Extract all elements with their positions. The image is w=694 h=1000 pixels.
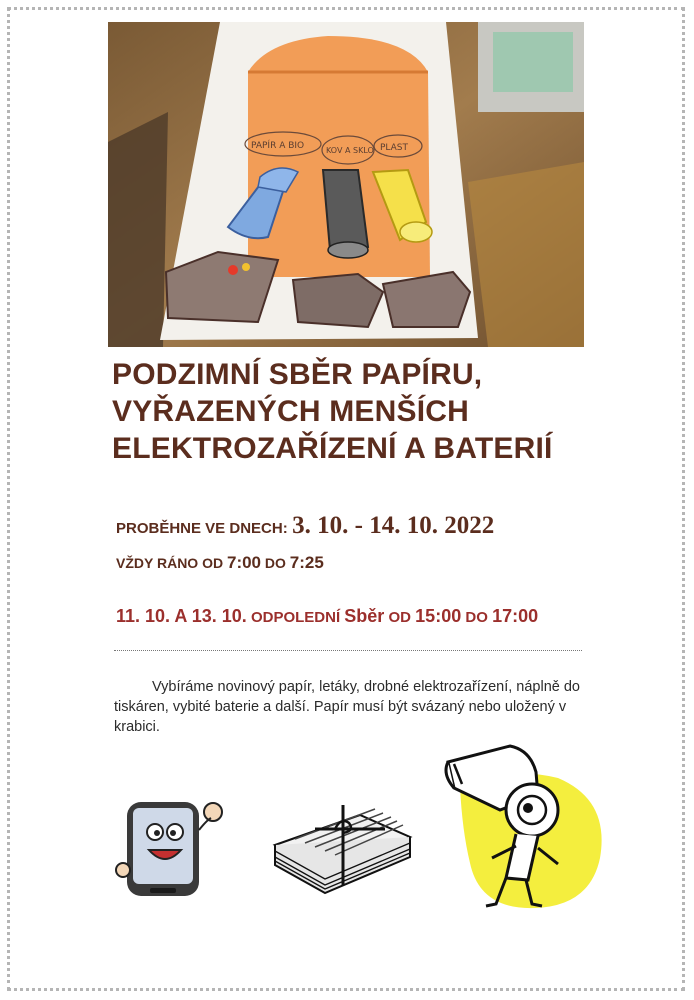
afternoon-to-prefix: DO: [465, 609, 488, 626]
poster-title: [112, 356, 652, 467]
hairdryer-character-icon: [440, 738, 620, 918]
afternoon-from-prefix: OD: [388, 609, 411, 626]
morning-prefix: VŽDY RÁNO OD: [116, 555, 224, 571]
title-line-3: ELEKTROZAŘÍZENÍ A BATERIÍ: [112, 432, 553, 465]
title-line-1: PODZIMNÍ SBĚR PAPÍRU,: [112, 358, 483, 391]
description-text: Vybíráme novinový papír, letáky, drobné elektrozařízení, náplně do tiskáren, vybité baterie a další. Papír musí být svázaný nebo uložený v krabici.: [114, 679, 580, 735]
recycling-drawing-photo: [108, 22, 584, 347]
morning-from: 7:00: [226, 553, 262, 572]
drawing-label-plastic: PLAST: [380, 143, 409, 153]
afternoon-label: ODPOLEDNÍ: [250, 609, 341, 626]
dotted-divider: [114, 650, 582, 651]
afternoon-to: 17:00: [492, 606, 539, 626]
afternoon-hours: [116, 606, 538, 627]
drawing-label-paper: PAPÍR A BIO: [251, 141, 305, 151]
newspaper-bundle-icon: [265, 795, 415, 895]
morning-to: 7:25: [289, 553, 324, 572]
drawing-label-metal: KOV A SKLO: [326, 146, 374, 155]
title-line-2: VYŘAZENÝCH MENŠÍCH: [112, 395, 469, 428]
collection-dates: [116, 512, 494, 540]
afternoon-from: 15:00: [415, 606, 462, 626]
morning-mid: DO: [264, 555, 286, 571]
afternoon-days: 11. 10. A 13. 10.: [116, 606, 247, 626]
smartphone-icon: [115, 790, 225, 900]
dates-label: PROBĚHNE VE DNECH:: [116, 520, 288, 537]
dates-value: 3. 10. - 14. 10. 2022: [292, 512, 495, 539]
afternoon-word: Sběr: [344, 606, 385, 626]
morning-hours: [116, 553, 324, 573]
